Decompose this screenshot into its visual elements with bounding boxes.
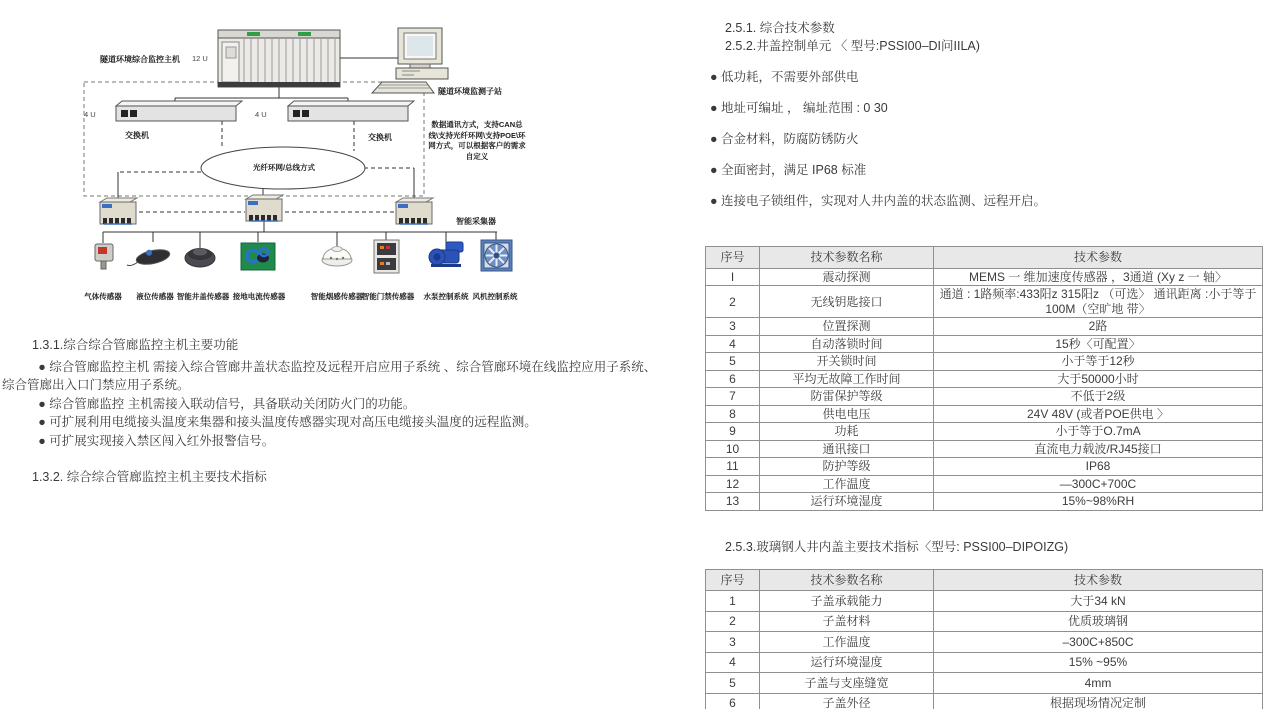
table-header-cell: 序号 bbox=[706, 569, 760, 591]
table-row bbox=[706, 370, 1263, 388]
table-row bbox=[706, 611, 1263, 632]
table-cell: 4 bbox=[706, 652, 760, 673]
table-cell: 震动探测 bbox=[760, 268, 934, 286]
collector-icons bbox=[100, 195, 433, 224]
device-label-manhole: 智能井盖传感器 bbox=[176, 292, 230, 301]
table-cell: IP68 bbox=[934, 458, 1263, 476]
device-label-smoke: 智能烟感传感器 bbox=[310, 292, 364, 301]
diagram-canvas bbox=[0, 0, 660, 330]
table-cell: 小于等于12秒 bbox=[934, 353, 1263, 371]
water-pump-icon bbox=[429, 242, 463, 267]
table-row bbox=[706, 673, 1263, 694]
table-cell: 通讯接口 bbox=[760, 440, 934, 458]
table-header-cell: 技术参数名称 bbox=[760, 569, 934, 591]
bullet-item: ● 可扩展利用电缆接头温度来集器和接头温度传感器实现对高压电缆接头温度的远程监测。 bbox=[2, 413, 658, 432]
table-cell: 1 bbox=[706, 591, 760, 612]
table-cell: 6 bbox=[706, 370, 760, 388]
table-cell: 11 bbox=[706, 458, 760, 476]
table-cell: 15%~98%RH bbox=[934, 493, 1263, 511]
monitoring-host-rack-icon bbox=[218, 30, 340, 87]
table-cell: 13 bbox=[706, 493, 760, 511]
device-label-ground-current: 接地电流传感器 bbox=[232, 292, 286, 301]
table-row bbox=[706, 440, 1263, 458]
table-row bbox=[706, 268, 1263, 286]
table-row bbox=[706, 475, 1263, 493]
section-2-5-1-title: 2.5.1. 综合技术参数 bbox=[725, 21, 835, 35]
table-cell: 8 bbox=[706, 405, 760, 423]
comm-note: 数据通讯方式，支持CAN总线\支持光纤环网\支持POE\环网方式，可以根据客户的需求自定义 bbox=[428, 120, 526, 161]
system-architecture-diagram bbox=[0, 0, 660, 330]
host-size-label: 12 U bbox=[192, 54, 208, 63]
table-row bbox=[706, 632, 1263, 653]
table-cell: —300C+700C bbox=[934, 475, 1263, 493]
table-cell: 运行环境湿度 bbox=[760, 493, 934, 511]
section-2-5-2-bullets bbox=[710, 68, 1278, 211]
table1-header bbox=[706, 247, 1263, 269]
table-cell: 4 bbox=[706, 335, 760, 353]
table2-header bbox=[706, 569, 1263, 591]
table-cell: 防雷保护等级 bbox=[760, 388, 934, 406]
section-1-3-1-title: 1.3.1.综合综合管廊监控主机主要功能 bbox=[32, 338, 239, 352]
table-cell: 无线钥匙接口 bbox=[760, 286, 934, 318]
bullet-item: ● 综合管廊监控主机 需接入综合管廊井盖状态监控及远程开启应用子系统 、综合管廊环境在线监控应用子系统、综合管廊出入口门禁应用子系统。 bbox=[2, 358, 658, 395]
manhole-control-unit-spec-table bbox=[705, 246, 1263, 511]
section-2-5 bbox=[700, 14, 1278, 709]
section-1-3 bbox=[2, 336, 658, 487]
switch-left-icon bbox=[116, 101, 242, 121]
gas-sensor-icon bbox=[95, 244, 113, 269]
smoke-sensor-icon bbox=[322, 247, 352, 267]
table-cell: –300C+850C bbox=[934, 632, 1263, 653]
table-cell: 3 bbox=[706, 632, 760, 653]
table-cell: 4mm bbox=[934, 673, 1263, 694]
switch-right-icon bbox=[288, 101, 414, 121]
fan-control-icon bbox=[481, 240, 512, 271]
table-cell: 7 bbox=[706, 388, 760, 406]
table-cell: 6 bbox=[706, 693, 760, 709]
substation-label: 隧道环境监测子站 bbox=[438, 87, 502, 96]
device-label-fan: 风机控制系统 bbox=[472, 292, 518, 301]
switch-left-size: 4 U bbox=[84, 110, 96, 119]
table-cell: 子盖承载能力 bbox=[760, 591, 934, 612]
table-cell: 直流电力载波/RJ45接口 bbox=[934, 440, 1263, 458]
table-row bbox=[706, 652, 1263, 673]
access-control-sensor-icon bbox=[374, 240, 399, 273]
ground-current-sensor-icon bbox=[241, 243, 275, 270]
liquid-level-sensor-icon bbox=[127, 246, 171, 267]
table-cell: 2 bbox=[706, 286, 760, 318]
table-cell: 平均无故障工作时间 bbox=[760, 370, 934, 388]
bullet-item: ● 低功耗，不需要外部供电 bbox=[710, 68, 1278, 87]
device-label-liquid: 液位传感器 bbox=[136, 292, 174, 301]
host-label: 隧道环境综合监控主机 bbox=[100, 55, 180, 64]
table-cell: 工作温度 bbox=[760, 632, 934, 653]
bullet-item: ● 综合管廊监控 主机需接入联动信号，具备联动关闭防火门的功能。 bbox=[2, 395, 658, 414]
table-cell: 不低于2级 bbox=[934, 388, 1263, 406]
table-row bbox=[706, 318, 1263, 336]
table-cell: 大于34 kN bbox=[934, 591, 1263, 612]
table-cell: 优质玻璃钢 bbox=[934, 611, 1263, 632]
table-cell: 通道 : 1路频率:433阳z 315阳z （可选〉 通讯距离 :小于等于100M（空旷地 带〉 bbox=[934, 286, 1263, 318]
table-cell: MEMS 一 维加速度传感器 ，3通道 (Xy z 一 轴〉 bbox=[934, 268, 1263, 286]
table-cell: 位置探测 bbox=[760, 318, 934, 336]
table-cell: 自动落锁时间 bbox=[760, 335, 934, 353]
table-row bbox=[706, 405, 1263, 423]
table-header-cell: 技术参数名称 bbox=[760, 247, 934, 269]
table-cell: 15秒〈可配置〉 bbox=[934, 335, 1263, 353]
bullet-item: ● 可扩展实现接入禁区闯入红外报警信号。 bbox=[2, 432, 658, 451]
collector-label: 智能采集器 bbox=[456, 217, 496, 226]
table-cell: 3 bbox=[706, 318, 760, 336]
table-header-cell: 技术参数 bbox=[934, 247, 1263, 269]
device-label-pump: 水泵控制系统 bbox=[423, 292, 469, 301]
table-cell: 小于等于O.7mA bbox=[934, 423, 1263, 441]
table-cell: 24V 48V (或者POE供电 〉 bbox=[934, 405, 1263, 423]
bullet-item: ● 合金材料，防腐防锈防火 bbox=[710, 130, 1278, 149]
table-cell: 工作温度 bbox=[760, 475, 934, 493]
section-1-3-1-bullets bbox=[2, 358, 658, 451]
workstation-computer-icon bbox=[372, 28, 448, 93]
table-cell: 开关锁时间 bbox=[760, 353, 934, 371]
device-label-gas: 气体传感器 bbox=[84, 292, 122, 301]
table-cell: 15% ~95% bbox=[934, 652, 1263, 673]
table-cell: 子盖与支座缝宽 bbox=[760, 673, 934, 694]
table-cell: 10 bbox=[706, 440, 760, 458]
table-header-cell: 序号 bbox=[706, 247, 760, 269]
table-row bbox=[706, 335, 1263, 353]
table-row bbox=[706, 458, 1263, 476]
manhole-cover-sensor-icon bbox=[185, 248, 215, 267]
table-header-cell: 技术参数 bbox=[934, 569, 1263, 591]
table-cell: 功耗 bbox=[760, 423, 934, 441]
table-cell: 2路 bbox=[934, 318, 1263, 336]
table-row bbox=[706, 286, 1263, 318]
table-row bbox=[706, 493, 1263, 511]
table-cell: 供电电压 bbox=[760, 405, 934, 423]
table-row bbox=[706, 353, 1263, 371]
table-cell: 5 bbox=[706, 353, 760, 371]
table-cell: 子盖材料 bbox=[760, 611, 934, 632]
bullet-item: ● 连接电子锁组件，实现对人井内盖的状态监测、远程开启。 bbox=[710, 192, 1278, 211]
table-cell: 12 bbox=[706, 475, 760, 493]
frp-inner-cover-spec-table bbox=[705, 569, 1263, 709]
table-cell: 2 bbox=[706, 611, 760, 632]
table-cell: 5 bbox=[706, 673, 760, 694]
table-row bbox=[706, 693, 1263, 709]
switch-right-size: 4 U bbox=[255, 110, 267, 119]
table-row bbox=[706, 423, 1263, 441]
table-row bbox=[706, 388, 1263, 406]
fiber-ring-label: 光纤环网/总线方式 bbox=[252, 163, 316, 172]
table-cell: I bbox=[706, 268, 760, 286]
switch-left-label: 交换机 bbox=[125, 131, 149, 140]
switch-right-label: 交换机 bbox=[368, 133, 392, 142]
table-row bbox=[706, 591, 1263, 612]
section-2-5-2-title: 2.5.2.井盖控制单元 〈 型号:PSSI00–DI问IILA) bbox=[725, 39, 980, 53]
bullet-item: ● 全面密封，满足 IP68 标准 bbox=[710, 161, 1278, 180]
table-cell: 根据现场情况定制 bbox=[934, 693, 1263, 709]
table-cell: 防护等级 bbox=[760, 458, 934, 476]
table-cell: 运行环境湿度 bbox=[760, 652, 934, 673]
bullet-item: ● 地址可编址 ， 编址范围 : 0 30 bbox=[710, 99, 1278, 118]
table-cell: 大于50000小时 bbox=[934, 370, 1263, 388]
section-1-3-2-title: 1.3.2. 综合综合管廊监控主机主要技术指标 bbox=[32, 470, 267, 484]
section-2-5-3-title: 2.5.3.玻璃钢人井内盖主要技术指标〈型号: PSSI00–DIPOIZG) bbox=[725, 539, 1069, 554]
table-cell: 9 bbox=[706, 423, 760, 441]
table-cell: 子盖外径 bbox=[760, 693, 934, 709]
device-label-access: 智能门禁传感器 bbox=[361, 292, 415, 301]
